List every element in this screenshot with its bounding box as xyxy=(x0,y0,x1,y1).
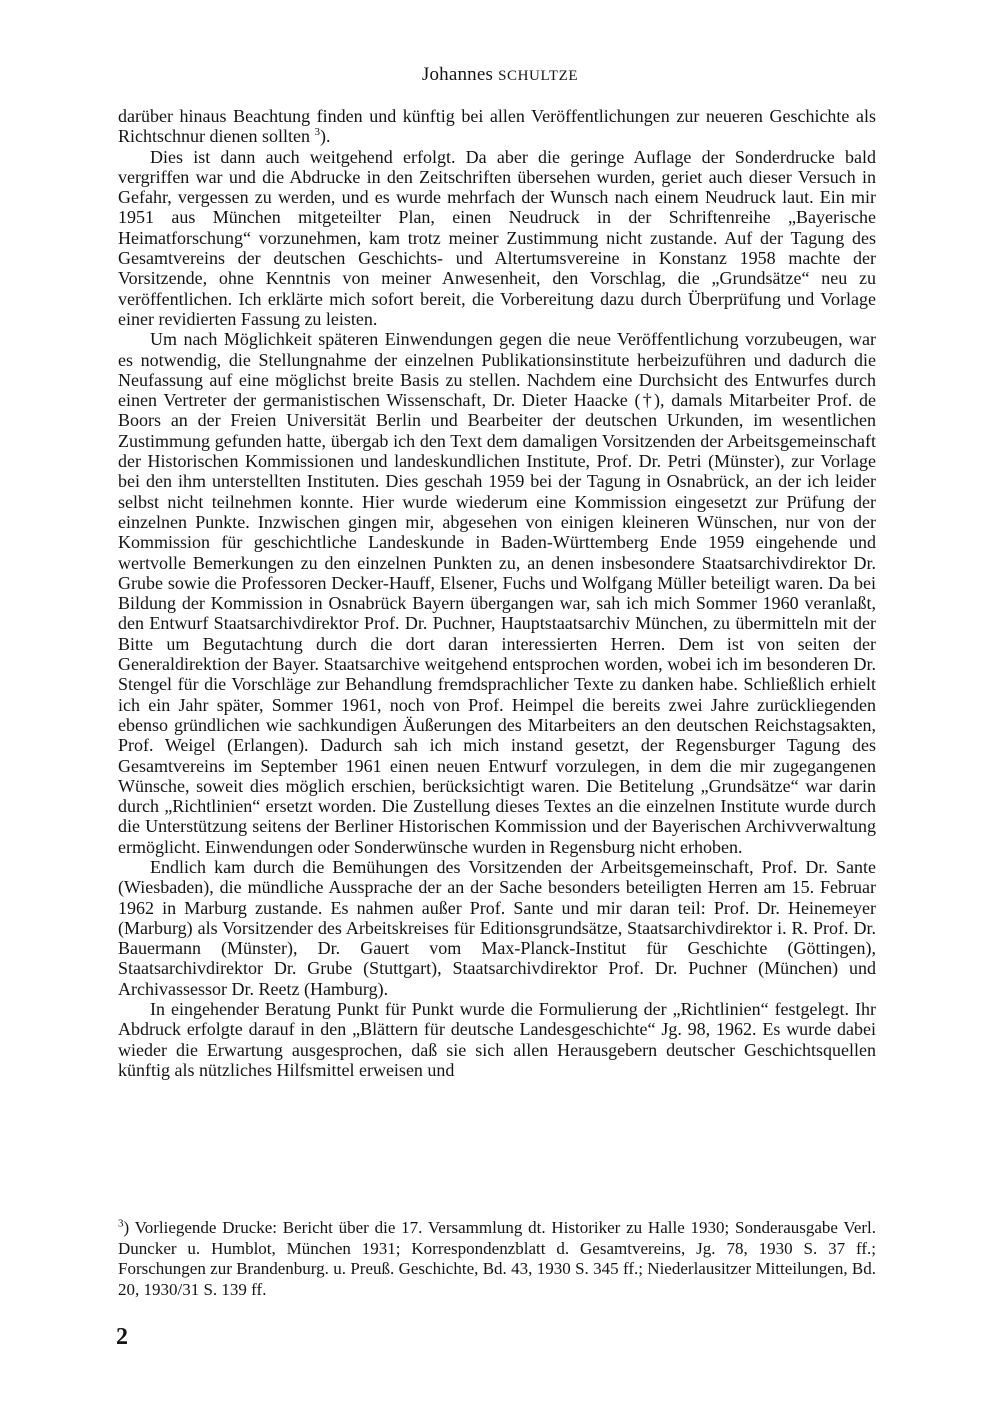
footnote-marker: 3 xyxy=(118,1217,124,1230)
paragraph-3: Um nach Möglichkeit späteren Einwendungen gegen die neue Veröffentlichung vorzubeugen, war es notwendig, die Stellungnahme der einzelnen Publikationsinstitute herbeizuführen und dadurch die Neufassung auf eine möglichst breite Basis zu stellen. Nachdem eine Durchsicht des Entwurfes durch einen Vertreter der germanistischen Wissenschaft, Dr. Dieter Haacke (†), damals Mitarbeiter Prof. de Boors an der Freien Universität Berlin und Bearbeiter der deutschen Urkunden, im wesentlichen Zustimmung gefunden hatte, übergab ich den Text dem damaligen Vorsitzenden der Arbeitsgemeinschaft der Historischen Kommissionen und landeskundlichen Institute, Prof. Dr. Petri (Münster), zur Vorlage bei den ihm unterstellten Instituten. Dies geschah 1959 bei der Tagung in Osnabrück, an der ich leider selbst nicht teilnehmen konnte. Hier wurde wiederum eine Kommission eingesetzt zur Prüfung der einzelnen Punkte. Inzwischen gingen mir, abgesehen von einigen kleineren Wünschen, nur von der Kommission für geschichtliche Landeskunde in Baden-Württemberg Ende 1959 eingehende und wertvolle Bemerkungen zu den einzelnen Punkten zu, an denen insbesondere Staatsarchivdirektor Dr. Grube sowie die Professoren Decker-Hauff, Elsener, Fuchs und Wolfgang Müller beteiligt waren. Da bei Bildung der Kommission in Osnabrück Bayern übergangen war, sah ich mich Sommer 1960 veranlaßt, den Entwurf Staatsarchivdirektor Prof. Dr. Puchner, Hauptstaatsarchiv München, zu übermitteln mit der Bitte um Begutachtung durch die dort daran interessierten Herren. Dem ist von seiten der Generaldirektion der Bayer. Staatsarchive weitgehend entsprochen worden, wobei ich im besonderen Dr. Stengel für die Vorschläge zur Behandlung fremdsprachlicher Texte zu danken habe. Schließlich erhielt ich ein Jahr später, Sommer 1961, noch von Prof. Heimpel die bereits zwei Jahre zurückliegenden ebenso gründlichen wie sachkundigen Äußerungen des Mitarbeiters an den deutschen Reichstagsakten, Prof. Weigel (Erlangen). Dadurch sah ich mich instand gesetzt, der Regensburger Tagung des Gesamtvereins im September 1961 einen neuen Entwurf vorzulegen, in dem die mir zugegangenen Wünsche, soweit dies möglich erschien, berücksichtigt waren. Die Betitelung „Grundsätze“ war darin durch „Richtlinien“ ersetzt worden. Die Zustellung dieses Textes an die einzelnen Institute wurde durch die Unterstützung seitens der Berliner Historischen Kommission und der Bayerischen Archivverwaltung ermöglicht. Einwendungen oder Sonderwünsche wurden in Regensburg nicht erhoben. xyxy=(118,329,876,857)
page-number: 2 xyxy=(116,1324,128,1350)
body-text xyxy=(118,106,876,1080)
paragraph-1-text: darüber hinaus Beachtung finden und künftig bei allen Veröffentlichungen zur neueren Geschichte als Richtschnur dienen sollten xyxy=(118,106,876,147)
footnote-reference: 3 xyxy=(314,126,320,139)
paragraph-2: Dies ist dann auch weitgehend erfolgt. Da aber die geringe Auflage der Sonderdrucke bald vergriffen war und die Abdrucke in den Zeitschriften übersehen wurden, geriet auch dieser Versuch in Gefahr, vergessen zu werden, und es wurde mehrfach der Wunsch nach einem Neudruck laut. Ein mir 1951 aus München mitgeteilter Plan, einen Neudruck in der Schriftenreihe „Bayerische Heimatforschung“ vorzunehmen, kam trotz meiner Zustimmung nicht zustande. Auf der Tagung des Gesamtvereins der deutschen Geschichts- und Altertumsvereine in Konstanz 1958 machte der Vorsitzende, ohne Kenntnis von meiner Anwesenheit, den Vorschlag, die „Grundsätze“ neu zu veröffentlichen. Ich erklärte mich sofort bereit, die Vorbereitung dazu durch Überprüfung und Vorlage einer revidierten Fassung zu leisten. xyxy=(118,146,876,329)
footnote xyxy=(118,1218,876,1300)
paragraph-1 xyxy=(118,106,876,147)
paragraph-4: Endlich kam durch die Bemühungen des Vorsitzenden der Arbeitsgemeinschaft, Prof. Dr. Sante (Wiesbaden), die mündliche Aussprache der an der Sache besonders beteiligten Herren am 15. Februar 1962 in Marburg zustande. Es nahmen außer Prof. Sante und mir daran teil: Prof. Dr. Heinemeyer (Marburg) als Vorsitzender des Arbeitskreises für Editionsgrundsätze, Staatsarchivdirektor i. R. Prof. Dr. Bauermann (Münster), Dr. Gauert vom Max-Planck-Institut für Geschichte (Göttingen), Staatsarchivdirektor Dr. Grube (Stuttgart), Staatsarchivdirektor Prof. Dr. Puchner (München) und Archivassessor Dr. Reetz (Hamburg). xyxy=(118,856,876,999)
running-header xyxy=(0,64,1000,86)
footnote-text: ) Vorliegende Drucke: Bericht über die 17. Versammlung dt. Historiker zu Halle 1930; Sonderausgabe Verl. Duncker u. Humblot, München 1931; Korrespondenzblatt d. Gesamtvereins, Jg. 78, 1930 S. 37 ff.; Forschungen zur Brandenburg. u. Preuß. Geschichte, Bd. 43, 1930 S. 345 ff.; Niederlausitzer Mitteilungen, Bd. 20, 1930/31 S. 139 ff. xyxy=(118,1218,876,1299)
paragraph-5: In eingehender Beratung Punkt für Punkt wurde die Formulierung der „Richtlinien“ festgelegt. Ihr Abdruck erfolgte darauf in den „Blättern für deutsche Landesgeschichte“ Jg. 98, 1962. Es wurde dabei wieder die Erwartung ausgesprochen, daß sie sich allen Herausgebern deutscher Geschichtsquellen künftig als nützliches Hilfsmittel erweisen und xyxy=(118,999,876,1080)
paragraph-1-text-end: ). xyxy=(319,126,331,147)
header-author-last: SCHULTZE xyxy=(498,68,579,84)
header-author-first: Johannes xyxy=(421,64,494,85)
